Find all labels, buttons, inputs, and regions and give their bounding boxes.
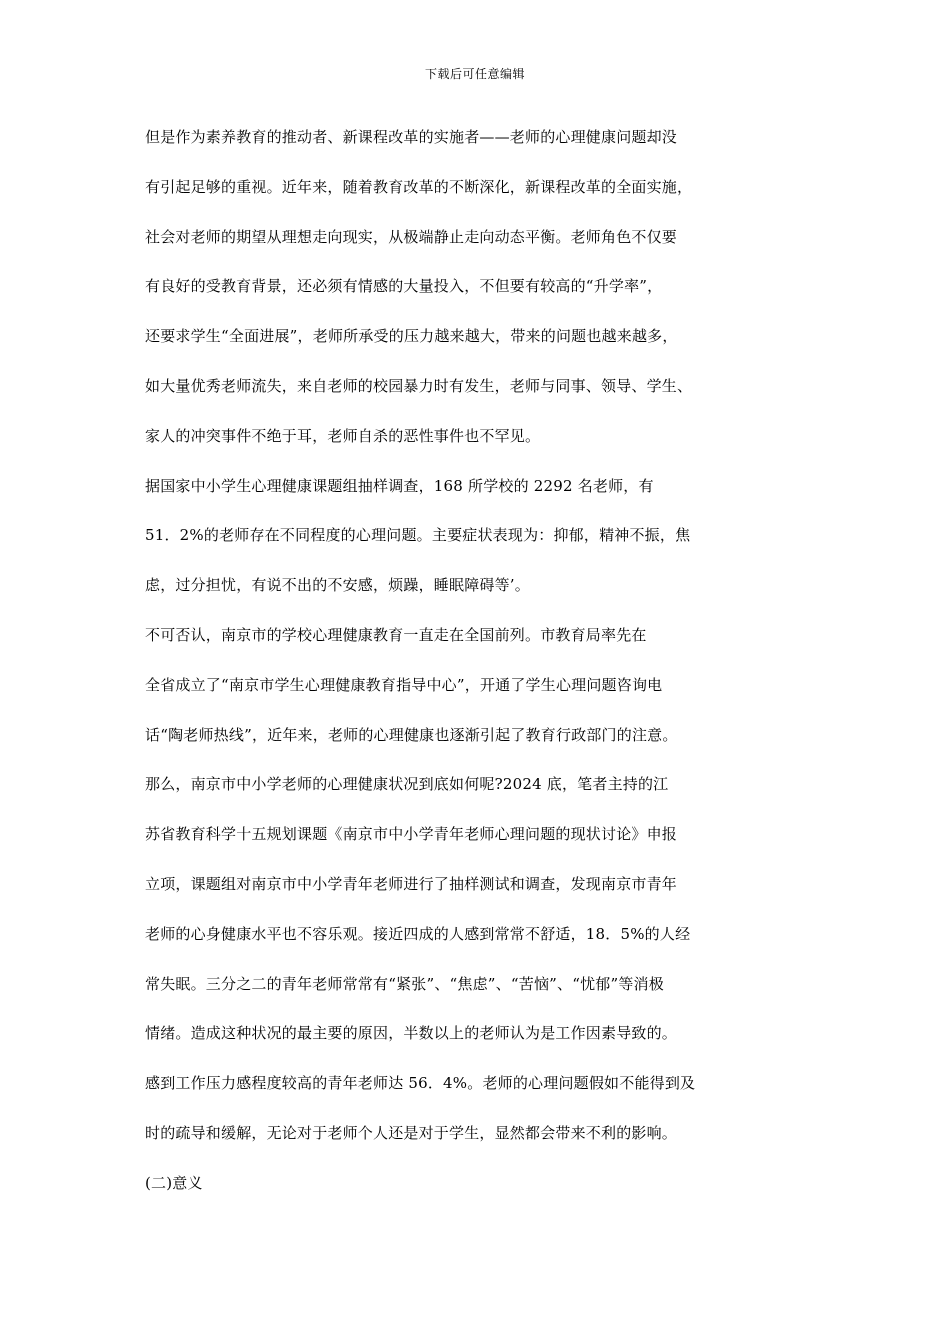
text-line: 51．2%的老师存在不同程度的心理问题。主要症状表现为：抑郁，精神不振，焦: [145, 526, 691, 545]
text-line: 不可否认，南京市的学校心理健康教育一直走在全国前列。市教育局率先在: [145, 625, 647, 644]
text-line: 有良好的受教育背景，还必须有情感的大量投入，不但要有较高的“升学率”，: [145, 277, 663, 296]
text-line: 还要求学生“全面进展”，老师所承受的压力越来越大，带来的问题也越来越多，: [145, 327, 678, 346]
text-line: 情绪。造成这种状况的最主要的原因，半数以上的老师认为是工作因素导致的。: [145, 1024, 678, 1043]
section-heading: (二)意义: [145, 1173, 203, 1192]
text-line: 但是作为素养教育的推动者、新课程改革的实施者——老师的心理健康问题却没: [145, 128, 678, 146]
text-line: 话“陶老师热线”，近年来，老师的心理健康也逐渐引起了教育行政部门的注意。: [145, 725, 678, 744]
text-line: 如大量优秀老师流失，来自老师的校园暴力时有发生，老师与同事、领导、学生、: [145, 376, 693, 395]
text-line: 感到工作压力感程度较高的青年老师达 56．4%。老师的心理问题假如不能得到及: [145, 1074, 696, 1093]
text-line: 社会对老师的期望从理想走向现实，从极端静止走向动态平衡。老师角色不仅要: [145, 227, 678, 246]
text-line: 立项，课题组对南京市中小学青年老师进行了抽样测试和调查，发现南京市青年: [145, 874, 678, 893]
body-text: [145, 122, 785, 1218]
text-line: 时的疏导和缓解，无论对于老师个人还是对于学生，显然都会带来不利的影响。: [145, 1123, 678, 1142]
text-line: 那么，南京市中小学老师的心理健康状况到底如何呢?2024 底，笔者主持的江: [145, 775, 669, 794]
text-line: 家人的冲突事件不绝于耳，老师自杀的恶性事件也不罕见。: [145, 426, 541, 445]
text-line: 老师的心身健康水平也不容乐观。接近四成的人感到常常不舒适，18．5%的人经: [145, 924, 691, 943]
page-header: 下载后可任意编辑: [424, 67, 525, 81]
text-line: 常失眠。三分之二的青年老师常常有“紧张”、“焦虑”、“苦恼”、“忧郁”等消极: [145, 974, 664, 993]
text-line: 有引起足够的重视。近年来，随着教育改革的不断深化，新课程改革的全面实施，: [145, 177, 693, 196]
text-line: 全省成立了“南京市学生心理健康教育指导中心”，开通了学生心理问题咨询电: [145, 675, 663, 694]
text-line: 苏省教育科学十五规划课题《南京市中小学青年老师心理问题的现状讨论》申报: [145, 825, 678, 844]
text-line: 虑，过分担忧，有说不出的不安感，烦躁，睡眠障碍等’。: [145, 576, 530, 595]
text-line: 据国家中小学生心理健康课题组抽样调查，168 所学校的 2292 名老师，有: [145, 476, 654, 495]
